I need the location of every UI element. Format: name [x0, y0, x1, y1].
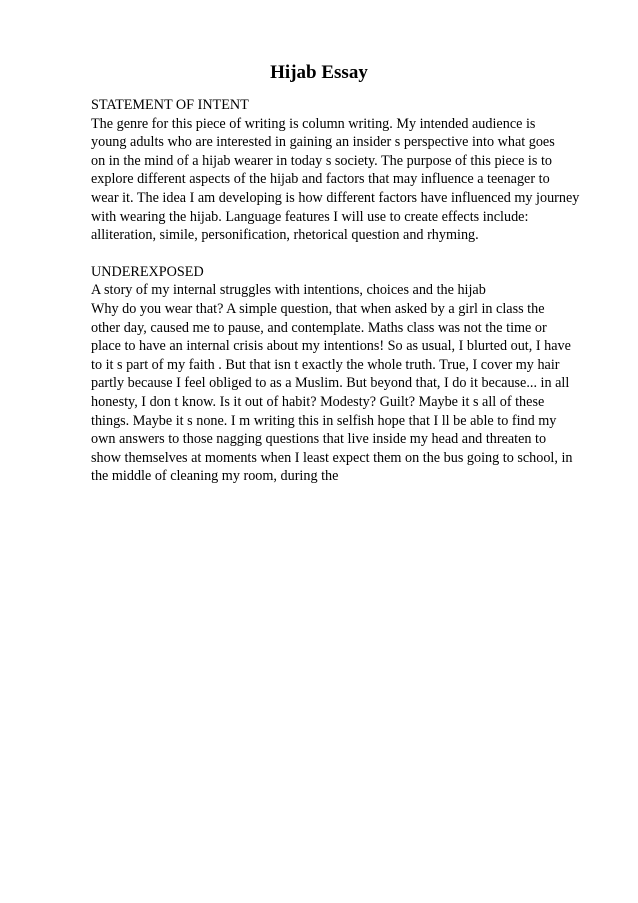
paragraph-line: the middle of cleaning my room, during the: [91, 468, 339, 485]
paragraph-line: honesty, I don t know. Is it out of habit? Modesty? Guilt? Maybe it s all of these: [91, 393, 545, 410]
section-statement-of-intent: [91, 96, 601, 245]
paragraph-line: on in the mind of a hijab wearer in today s society. The purpose of this piece is to: [91, 152, 552, 169]
document-title: Hijab Essay: [270, 62, 368, 83]
paragraph-line: young adults who are interested in gaining an insider s perspective into what goes: [91, 134, 555, 151]
paragraph-line: alliteration, simile, personification, rhetorical question and rhyming.: [91, 227, 479, 244]
paragraph-line: place to have an internal crisis about my intentions! So as usual, I blurted out, I have: [91, 338, 571, 355]
paragraph-line: show themselves at moments when I least expect them on the bus going to school, in: [91, 449, 573, 466]
paragraph-line: with wearing the hijab. Language features I will use to create effects include:: [91, 208, 529, 225]
paragraph-line: to it s part of my faith . But that isn t exactly the whole truth. True, I cover my hair: [91, 356, 560, 373]
paragraph-line: Why do you wear that? A simple question, that when asked by a girl in class the: [91, 300, 545, 317]
paragraph-line: partly because I feel obliged to as a Muslim. But beyond that, I do it because... in all: [91, 375, 570, 392]
paragraph-line: The genre for this piece of writing is column writing. My intended audience is: [91, 115, 536, 132]
paragraph-line: explore different aspects of the hijab and factors that may influence a teenager to: [91, 171, 550, 188]
paragraph-line: wear it. The idea I am developing is how different factors have influenced my journey: [91, 189, 580, 206]
paragraph-line: things. Maybe it s none. I m writing this in selfish hope that I ll be able to find my: [91, 412, 557, 429]
section-underexposed: [91, 263, 601, 486]
section-heading: STATEMENT OF INTENT: [91, 97, 249, 113]
document-body: [91, 96, 601, 504]
paragraph-line: other day, caused me to pause, and contemplate. Maths class was not the time or: [91, 319, 547, 336]
paragraph-line: own answers to those nagging questions that live inside my head and threaten to: [91, 431, 547, 448]
subtitle-line: A story of my internal struggles with intentions, choices and the hijab: [91, 282, 486, 299]
section-heading: UNDEREXPOSED: [91, 263, 204, 280]
